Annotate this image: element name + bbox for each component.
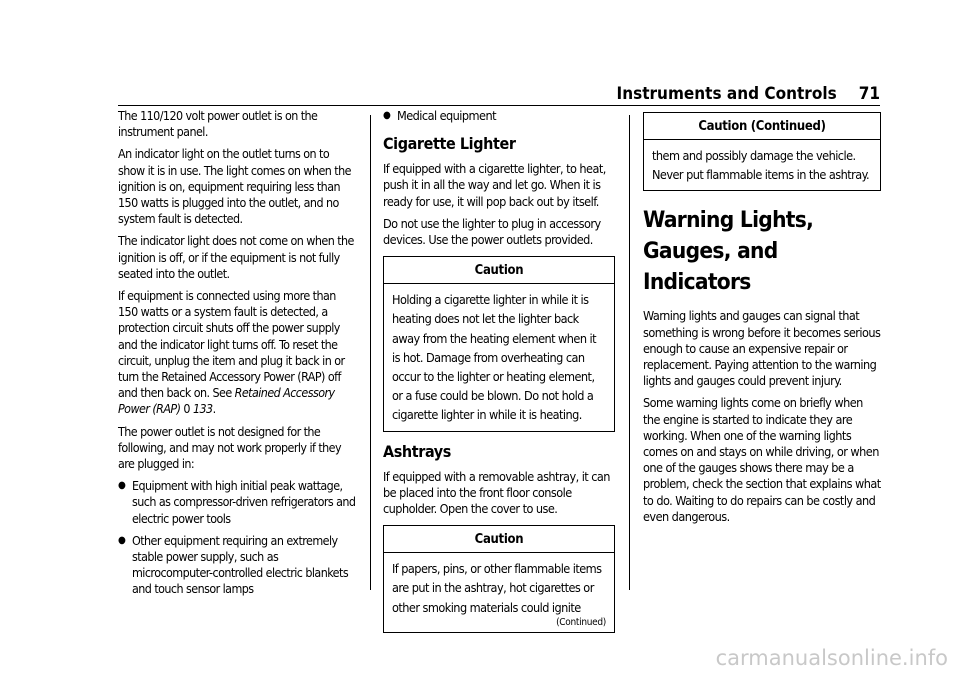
rap-paragraph: If equipment is connected using more than 150 watts or a system fault is detected, a protection circuit shuts off the power supply and the indicator light turns off. To reset the circuit, unplug the item and plug it back in or turn the Retained Accessory Power (RAP) off and then back on. See Retained Accessory Power (RAP) 0 133. xyxy=(118,288,345,417)
column-divider-1 xyxy=(370,115,371,590)
caution-rule xyxy=(644,139,880,140)
outlet-note: The power outlet is not designed for the following, and may not work properly if they are plugged in: xyxy=(118,423,342,472)
paragraph: The 110/120 volt power outlet is on the instrument panel. xyxy=(118,108,318,140)
page-number: 71 xyxy=(858,84,880,104)
continued-label: (Continued) xyxy=(556,616,606,628)
bullet-icon: ● xyxy=(118,534,126,546)
paragraph: If equipped with a removable ashtray, it can be placed into the front floor console cupholder. Open the cover to use. xyxy=(383,468,610,517)
rap-paragraph-text: If equipment is connected using more than 150 watts or a system fault is detected, a protection circuit shuts off the power supply and the indicator light turns off. To reset the circuit, unplug the item and plug it back in or turn the Retained Accessory Power (RAP) off and then back on. See xyxy=(118,288,345,401)
caution-box-lighter xyxy=(383,256,615,431)
list-item: ● Medical equipment xyxy=(383,108,496,123)
caution-title: Caution xyxy=(474,263,524,279)
column-1 xyxy=(118,108,358,604)
caution-text: Holding a cigarette lighter in while it is heating does not let the lighter back away from the heating element when it is hot. Damage from overheating can occur to the lighter or heating element, or a fuse could be blown. Do not hold a cigarette lighter in while it is heating. xyxy=(392,292,597,423)
bullet-icon: ● xyxy=(383,110,391,121)
bullet-icon: ● xyxy=(118,480,126,492)
heading-ashtrays: Ashtrays xyxy=(383,441,451,461)
rap-page-ref[interactable]: 133 xyxy=(192,401,213,417)
section-title: Instruments and Controls xyxy=(616,84,837,104)
caution-title: Caution (Continued) xyxy=(698,119,826,134)
caution-box-continued xyxy=(643,112,881,191)
page-header xyxy=(0,84,880,104)
page-ref-icon: 0 xyxy=(183,401,190,417)
caution-title: Caution xyxy=(474,532,524,548)
watermark: carmanualsonline.info xyxy=(715,646,948,670)
paragraph: The indicator light does not come on when the ignition is off, or if the equipment is not fully seated into the outlet. xyxy=(118,233,354,281)
rap-link[interactable]: Retained Accessory Power (RAP) xyxy=(118,385,335,417)
paragraph: Warning lights and gauges can signal that something is wrong before it becomes serious enough to cause an expensive repair or replacement. Paying attention to the warning lights and gauges could prevent injury. xyxy=(643,308,881,389)
caution-rule xyxy=(384,552,614,553)
caution-text: them and possibly damage the vehicle. Never put flammable items in the ashtray. xyxy=(652,148,870,183)
caution-text: If papers, pins, or other flammable items are put in the ashtray, hot cigarettes or other smoking materials could ignite xyxy=(392,561,602,615)
list-item: ● Equipment with high initial peak wattage, such as compressor-driven refrigerators and electric power tools xyxy=(118,478,356,526)
heading-warning-lights: Warning Lights, Gauges, and Indicators xyxy=(643,207,814,296)
heading-cigarette-lighter: Cigarette Lighter xyxy=(383,134,516,154)
column-divider-2 xyxy=(629,115,630,590)
paragraph: Some warning lights come on briefly when the engine is started to indicate they are working. When one of the warning lights comes on and stays on while driving, or when one of the gauges shows there may be a problem, check the section that explains what to do. Waiting to do repairs can be costly and even dangerous. xyxy=(643,395,881,524)
list-item: ● Other equipment requiring an extremely stable power supply, such as microcomputer-controlled electric blankets and touch sensor lamps xyxy=(118,532,349,597)
column-3 xyxy=(643,108,881,531)
caution-box-ashtray xyxy=(383,525,615,633)
caution-rule xyxy=(384,283,614,284)
equipment-list xyxy=(118,478,358,597)
equipment-list-continued xyxy=(383,108,615,124)
paragraph: An indicator light on the outlet turns on to show it is in use. The light comes on when the ignition is on, equipment requiring less than 150 watts is plugged into the outlet, and no system fault is detected. xyxy=(118,146,351,227)
paragraph: Do not use the lighter to plug in accessory devices. Use the power outlets provided. xyxy=(383,215,601,248)
header-rule xyxy=(118,105,880,106)
column-2 xyxy=(383,108,615,643)
paragraph: If equipped with a cigarette lighter, to heat, push it in all the way and let go. When it is ready for use, it will pop back out by itself. xyxy=(383,161,606,209)
